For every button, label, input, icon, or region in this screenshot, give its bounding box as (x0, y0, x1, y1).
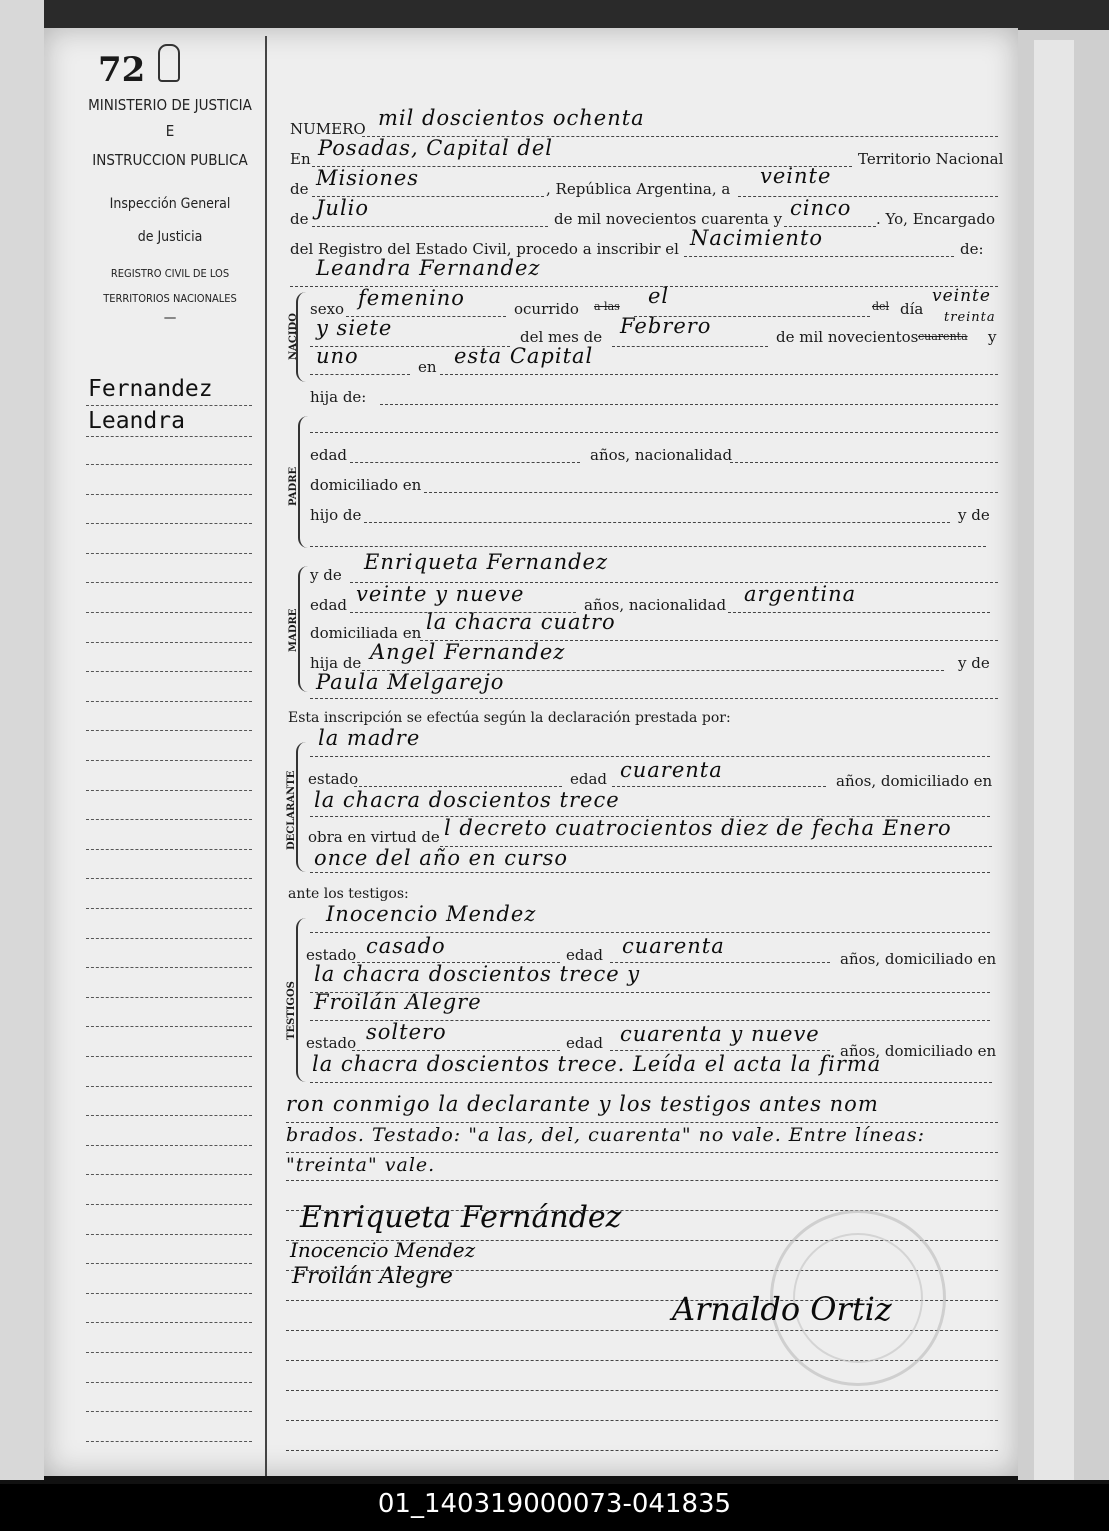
madre-dom: la chacra cuatro (426, 610, 616, 634)
registry-line1: REGISTRO CIVIL DE LOS (110, 267, 230, 280)
t1-nombre-line (310, 932, 990, 933)
margin-line (86, 582, 252, 583)
de-label: de (290, 180, 309, 198)
padre-hijo-label: hijo de (310, 506, 362, 524)
republica-label: , República Argentina, a (546, 180, 731, 198)
header-dash: — (163, 310, 177, 326)
testigos-tab: TESTIGOS (286, 981, 297, 1040)
t1-edad: cuarenta (622, 934, 725, 958)
margin-line (86, 1056, 252, 1057)
month-line (312, 226, 548, 227)
year-label: de mil novecientos cuarenta y (554, 210, 783, 228)
margin-line (86, 1086, 252, 1087)
t2-nombre: Froilán Alegre (314, 990, 482, 1014)
margin-surname: Fernandez (88, 376, 213, 402)
margin-line (86, 730, 252, 731)
mes-label: del mes de (520, 328, 603, 346)
en-label: En (290, 150, 311, 168)
abuela-line (310, 698, 998, 699)
image-code-footer: 01_140319000073-041835 (0, 1484, 1109, 1531)
margin-line (86, 790, 252, 791)
margin-line (86, 878, 252, 879)
padre-brace (298, 416, 310, 548)
decl-dom-label: años, domiciliado en (836, 772, 993, 790)
margin-line (86, 701, 252, 702)
signature-froilan: Froilán Alegre (292, 1264, 453, 1289)
t2-estado-label: estado (306, 1034, 357, 1052)
margin-line (86, 405, 252, 406)
ocurrido-corr: a las (594, 300, 620, 313)
mes-line (612, 346, 768, 347)
de-value: Misiones (316, 166, 420, 190)
mil-label: de mil novecientos (776, 328, 919, 346)
en2-label: en (418, 358, 437, 376)
padre-dom-label: domiciliado en (310, 476, 422, 494)
t2-estado: soltero (366, 1020, 447, 1044)
lugar-line (440, 374, 998, 375)
decl-estado-line (354, 786, 562, 787)
margin-line (86, 1234, 252, 1235)
sexo-value: femenino (358, 286, 465, 310)
madre-dom-label: domiciliada en (310, 624, 422, 642)
obra-label: obra en virtud de (308, 828, 440, 846)
padre-hijo-line (364, 522, 950, 523)
t2-edad-label: edad (566, 1034, 604, 1052)
cuarenta-corr: cuarenta (918, 330, 968, 343)
declarante-brace (296, 742, 308, 872)
month-value: Julio (316, 196, 370, 220)
top-edge (0, 0, 1109, 30)
margin-line (86, 908, 252, 909)
nota-rule3 (286, 1180, 998, 1181)
testigos-brace (296, 918, 308, 1082)
nacido-tab: NACIDO (288, 313, 299, 360)
madre-nac-line (728, 612, 990, 613)
numero-label: NUMERO (290, 120, 366, 138)
acto-line (684, 256, 954, 257)
padre-edad-label: edad (310, 446, 348, 464)
margin-line (86, 523, 252, 524)
margin-line (86, 1204, 252, 1205)
el-value: el (648, 284, 670, 308)
day-line (738, 196, 998, 197)
inscripcion-label: Esta inscripción se efectúa según la declaración prestada por: (288, 710, 731, 726)
decl-edad: cuarenta (620, 758, 723, 782)
margin-line (86, 436, 252, 437)
de-label-2: de (290, 210, 309, 228)
signature-inocencio: Inocencio Mendez (290, 1238, 476, 1262)
declarante-tab: DECLARANTE (286, 770, 297, 850)
obra-value2: once del año en curso (314, 846, 569, 870)
margin-line (86, 553, 252, 554)
ante-label: ante los testigos: (288, 886, 409, 902)
right-page-edge (1018, 30, 1109, 1480)
hija-line (380, 404, 998, 405)
t1-edad-line (610, 962, 830, 963)
nota-line3: "treinta" vale. (286, 1154, 436, 1176)
margin-line (86, 1115, 252, 1116)
margin-line (86, 642, 252, 643)
margin-divider (265, 36, 267, 1476)
acto-value: Nacimiento (690, 226, 824, 250)
t2-dom-label: años, domiciliado en (840, 1042, 997, 1060)
t1-nombre: Inocencio Mendez (326, 902, 537, 926)
ministry-line1: MINISTERIO DE JUSTICIA (88, 96, 252, 114)
y-label: y (988, 328, 997, 346)
obra-line2 (310, 872, 990, 873)
madre-tab: MADRE (288, 608, 299, 652)
margin-line (86, 1411, 252, 1412)
signature-officer: Arnaldo Ortiz (672, 1290, 892, 1328)
registry-line2: TERRITORIOS NACIONALES (103, 292, 237, 305)
mes-value: Febrero (620, 314, 712, 338)
decl-estado-label: estado (308, 770, 359, 788)
numero-value: mil doscientos ochenta (378, 106, 645, 130)
margin-line (86, 1174, 252, 1175)
madre-yde-label: y de (310, 566, 342, 584)
treinta-value: treinta (944, 310, 996, 325)
inspection-line1: Inspección General (109, 196, 231, 212)
margin-line (86, 464, 252, 465)
left-binding-edge (0, 0, 44, 1480)
t2-dom-line (310, 1082, 992, 1083)
padre-edad-line (350, 462, 580, 463)
signature-enriqueta: Enriqueta Fernández (300, 1200, 622, 1235)
ocurrido-label: ocurrido (514, 300, 579, 318)
margin-given-name: Leandra (88, 408, 185, 434)
de2-label: de: (960, 240, 984, 258)
t2-edad: cuarenta y nueve (620, 1022, 820, 1046)
decl-edad-label: edad (570, 770, 608, 788)
abuelo: Angel Fernandez (370, 640, 566, 664)
madre-brace (298, 566, 310, 692)
year-value: cinco (790, 196, 852, 220)
t2-dom: la chacra doscientos trece. Leída el acta la firma (312, 1052, 882, 1076)
madre-nac: argentina (744, 582, 857, 606)
decl-edad-line (612, 786, 826, 787)
t1-estado: casado (366, 934, 446, 958)
madre-edad-label: edad (310, 596, 348, 614)
margin-line (86, 612, 252, 613)
t1-edad-label: edad (566, 946, 604, 964)
margin-line (86, 1441, 252, 1442)
day-value: veinte (760, 164, 832, 188)
signature-rule (286, 1450, 998, 1451)
nota-rule1 (286, 1122, 998, 1123)
t1-dom: la chacra doscientos trece y (314, 962, 641, 986)
declarante: la madre (318, 726, 421, 750)
madre-hija-label: hija de (310, 654, 362, 672)
nota-rule2 (286, 1152, 998, 1153)
ministry-line3: INSTRUCCION PUBLICA (92, 151, 248, 169)
margin-line (86, 967, 252, 968)
uno-value: uno (316, 344, 359, 368)
registro-label: del Registro del Estado Civil, procedo a inscribir el (290, 240, 679, 258)
person-value: Leandra Fernandez (316, 256, 541, 280)
en-value: Posadas, Capital del (318, 136, 553, 160)
margin-line (86, 1263, 252, 1264)
uno-line (310, 374, 410, 375)
padre-nac-label: años, nacionalidad (590, 446, 733, 464)
t2-edad-line (610, 1050, 830, 1051)
margin-line (86, 938, 252, 939)
t1-dom-label: años, domiciliado en (840, 950, 997, 968)
padre-line2 (310, 546, 986, 547)
margin-line (86, 997, 252, 998)
margin-line (86, 494, 252, 495)
padre-yde-label: y de (958, 506, 990, 524)
nota-line2: brados. Testado: "a las, del, cuarenta" no vale. Entre líneas: (286, 1124, 926, 1146)
margin-line (86, 760, 252, 761)
margin-line (86, 1145, 252, 1146)
madre-nac-label: años, nacionalidad (584, 596, 727, 614)
decl-dom: la chacra doscientos trece (314, 788, 620, 812)
margin-line (86, 671, 252, 672)
declarante-line (310, 756, 990, 757)
obra-value: l decreto cuatrocientos diez de fecha Enero (444, 816, 952, 840)
nota-line1: ron conmigo la declarante y los testigos antes nom (286, 1092, 879, 1116)
margin-line (86, 1293, 252, 1294)
page-number: 72 (98, 50, 146, 90)
t1-estado-label: estado (306, 946, 357, 964)
margin-line (86, 819, 252, 820)
inspection-line2: de Justicia (137, 229, 203, 245)
ministry-line2: E (165, 122, 175, 140)
sexo-label: sexo (310, 300, 345, 318)
t2-estado-line (352, 1050, 560, 1051)
madre-nombre: Enriqueta Fernandez (364, 550, 609, 574)
abuela: Paula Melgarejo (316, 670, 505, 694)
padre-tab: PADRE (288, 466, 299, 506)
margin-line (86, 1382, 252, 1383)
margin-line (86, 1322, 252, 1323)
madre-edad: veinte y nueve (356, 582, 525, 606)
coat-of-arms-icon (158, 44, 180, 82)
territorio-label: Territorio Nacional (858, 150, 1004, 168)
madre-yde-label-2: y de (958, 654, 990, 672)
padre-line (310, 432, 998, 433)
signature-rule (286, 1420, 998, 1421)
padre-dom-line (424, 492, 998, 493)
signature-rule (286, 1390, 998, 1391)
margin-line (86, 849, 252, 850)
margin-line (86, 1026, 252, 1027)
yo-label: . Yo, Encargado (876, 210, 996, 228)
dia-label: día (900, 300, 924, 318)
dia-corr: del (872, 300, 890, 313)
hija-label: hija de: (310, 388, 367, 406)
margin-line (86, 1352, 252, 1353)
dia-value2: y siete (316, 316, 393, 340)
padre-nac-line (730, 462, 998, 463)
dia-value: veinte (932, 286, 991, 306)
lugar-value: esta Capital (454, 344, 594, 368)
